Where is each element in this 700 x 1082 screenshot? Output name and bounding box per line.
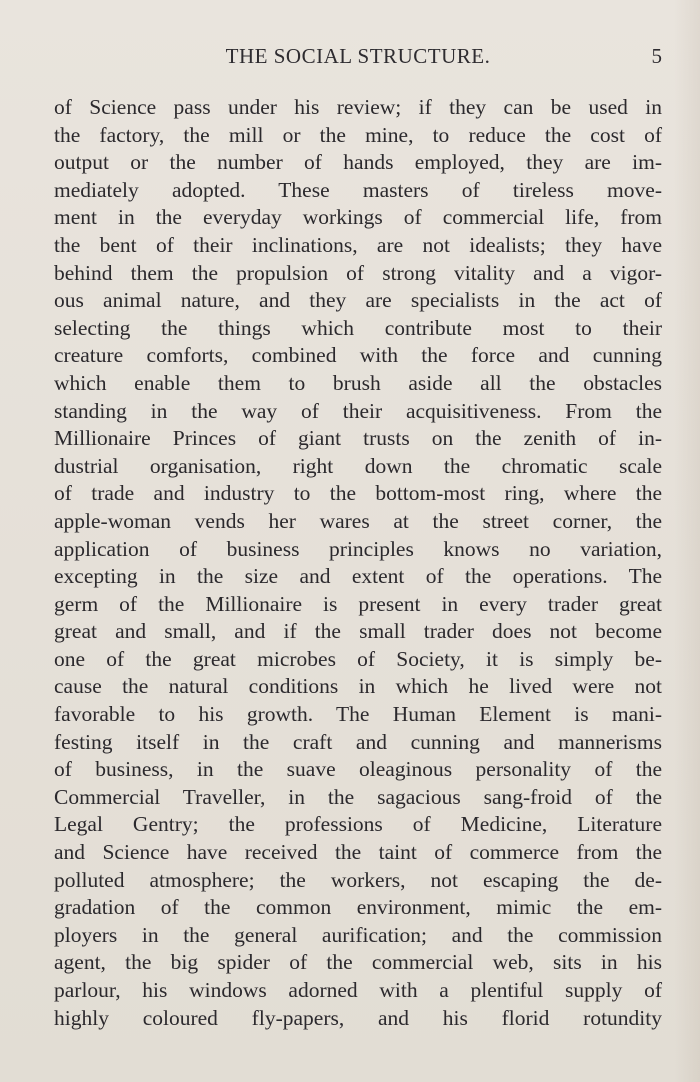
body-text	[54, 94, 662, 1032]
text-line: of Science pass under his review; if they can be used in	[54, 95, 662, 119]
text-line: one of the great microbes of Society, it is simply be-	[54, 646, 662, 671]
text-line: highly coloured fly-papers, and his florid rotundity	[54, 1005, 662, 1030]
text-line: festing itself in the craft and cunning and mannerisms	[54, 729, 662, 754]
text-line: agent, the big spider of the commercial web, sits in his	[54, 950, 662, 975]
text-line: of trade and industry to the bottom-most ring, where the	[54, 481, 662, 506]
text-line: behind them the propulsion of strong vitality and a vigor-	[54, 260, 662, 285]
text-line: of business, in the suave oleaginous personality of the	[54, 757, 662, 782]
text-line: the bent of their inclinations, are not idealists; they have	[54, 232, 662, 257]
text-line: excepting in the size and extent of the operations. The	[54, 564, 662, 589]
page-number: 5	[651, 44, 662, 68]
text-line: great and small, and if the small trader does not become	[54, 619, 662, 644]
text-line: cause the natural conditions in which he lived were not	[54, 674, 662, 699]
text-line: application of business principles knows no variation,	[54, 536, 662, 561]
text-line: germ of the Millionaire is present in every trader great	[54, 591, 662, 616]
text-line: Millionaire Princes of giant trusts on the zenith of in-	[54, 426, 662, 451]
text-line: favorable to his growth. The Human Element is mani-	[54, 702, 662, 727]
text-line: and Science have received the taint of commerce from the	[54, 840, 662, 865]
text-line: Legal Gentry; the professions of Medicine, Literature	[54, 812, 662, 837]
text-line: dustrial organisation, right down the chromatic scale	[54, 453, 662, 478]
text-line: ous animal nature, and they are specialists in the act of	[54, 288, 662, 313]
text-line: output or the number of hands employed, they are im-	[54, 150, 662, 175]
text-line: mediately adopted. These masters of tireless move-	[54, 177, 662, 202]
text-line: which enable them to brush aside all the obstacles	[54, 370, 662, 395]
text-line: parlour, his windows adorned with a plentiful supply of	[54, 978, 662, 1002]
text-line: Commercial Traveller, in the sagacious sang-froid of the	[54, 784, 662, 809]
text-line: creature comforts, combined with the force and cunning	[54, 343, 662, 368]
running-head	[54, 40, 662, 70]
text-line: ment in the everyday workings of commercial life, from	[54, 205, 662, 230]
running-title: THE SOCIAL STRUCTURE.	[225, 44, 491, 68]
text-line: selecting the things which contribute most to their	[54, 315, 662, 340]
text-line: ployers in the general aurification; and the commission	[54, 922, 662, 947]
text-line: gradation of the common environment, mimic the em-	[54, 895, 662, 920]
text-line: apple-woman vends her wares at the street corner, the	[54, 508, 662, 533]
text-line: the factory, the mill or the mine, to reduce the cost of	[54, 122, 662, 147]
text-line: standing in the way of their acquisitiveness. From the	[54, 398, 662, 423]
text-line: polluted atmosphere; the workers, not escaping the de-	[54, 867, 662, 892]
